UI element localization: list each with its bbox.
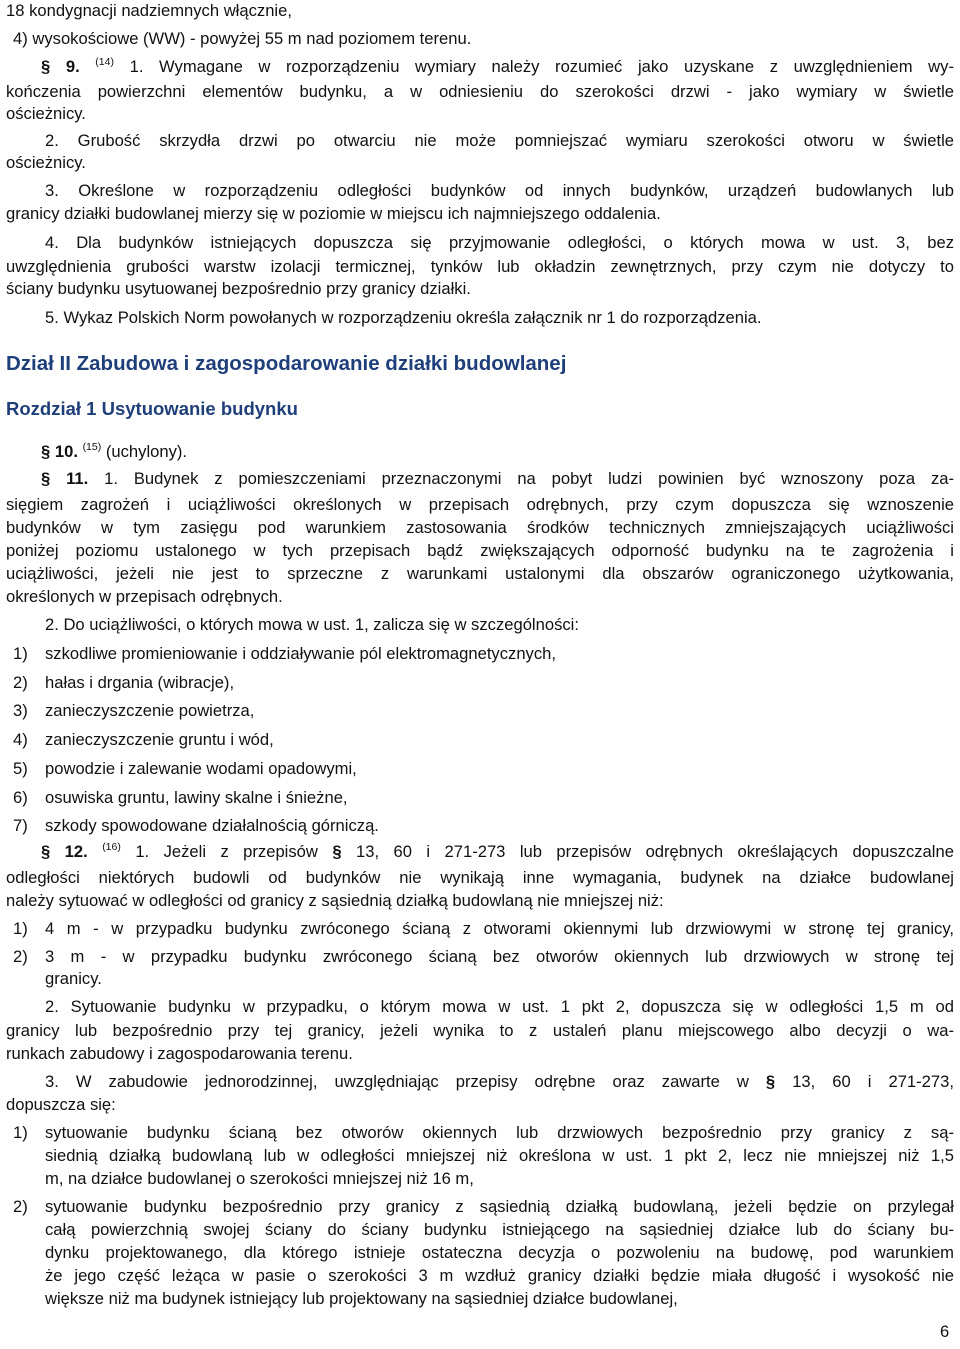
text-line: granicy.: [45, 969, 102, 988]
text-line: 2. Grubość skrzydła drzwi po otwarciu nie może pomniejszać wymiaru szerokości otworu w świetle: [45, 131, 954, 150]
list-number: 1): [13, 919, 28, 938]
section-mark: §: [41, 469, 51, 488]
list-number: 2): [13, 947, 28, 966]
list-text: szkodliwe promieniowanie i oddziaływanie pól elektromagnetycznych,: [45, 644, 556, 663]
paragraph-10: [41, 441, 960, 463]
paragraph-11-1: [41, 468, 954, 490]
paragraph-12-1: [41, 841, 954, 863]
page-number: 6: [940, 1322, 950, 1341]
text-line: należy sytuować w odległości od granicy z sąsiednią działką budowlaną nie mniejszej niż:: [6, 891, 664, 910]
list-text: że jego część leżąca w pasie o szerokości 3 m wzdłuż granicy działki będzie miała długość i wysokość nie: [45, 1266, 954, 1285]
list-number: 7): [13, 816, 28, 835]
list-text: sytuowanie budynku bezpośrednio przy granicy z sąsiednią działką budowlaną, jeżeli będzie on przylegał: [45, 1197, 954, 1216]
text-line: uciążliwości, jeżeli nie jest to sprzeczne z warunkami ustalonymi dla obszarów ograniczonego użytkowania,: [6, 564, 954, 583]
text-line: ościeżnicy.: [6, 104, 86, 123]
heading-rozdzial: Rozdział 1 Usytuowanie budynku: [6, 398, 298, 419]
list-number: 2): [13, 1197, 28, 1216]
heading-dzial: Dział II Zabudowa i zagospodarowanie działki budowlanej: [6, 352, 567, 375]
list-number: 1): [13, 644, 28, 663]
text-line: 18 kondygnacji nadziemnych włącznie,: [6, 1, 292, 20]
footnote-ref: (14): [95, 56, 114, 68]
list-text: sytuowanie budynku ścianą bez otworów okiennych lub drzwiowych bezpośrednio przy granicy z są-: [45, 1123, 954, 1142]
text-line: 5. Wykaz Polskich Norm powołanych w rozporządzeniu określa załącznik nr 1 do rozporządzenia.: [45, 308, 762, 327]
section-number: 11.: [66, 469, 89, 488]
text-line: 1. Jeżeli z przepisów: [135, 842, 318, 861]
text-line: określonych w przepisach odrębnych.: [6, 587, 283, 606]
text-line: (uchylony).: [105, 442, 188, 461]
list-text: powodzie i zalewanie wodami opadowymi,: [45, 759, 357, 778]
list-text: 3 m - w przypadku budynku zwróconego ścianą bez otworów okiennych lub drzwiowych w stronę tej: [45, 947, 954, 966]
section-mark: §: [41, 57, 51, 76]
text-line: 1. Budynek z pomieszczeniami przeznaczonymi na pobyt ludzi powinien być wznoszony poza za-: [104, 469, 954, 488]
list-number: 5): [13, 759, 28, 778]
text-line: runkach zabudowy i zagospodarowania terenu.: [6, 1044, 353, 1063]
text-line: ściany budynku usytuowanej bezpośrednio przy granicy działki.: [6, 279, 471, 298]
list-number: 1): [13, 1123, 28, 1142]
list-text: siednią działką budowlaną lub w odległości mniejszej niż określona w ust. 1 pkt 2, lecz nie mniejszej niż 1,5: [45, 1146, 954, 1165]
list-text: zanieczyszczenie powietrza,: [45, 701, 255, 720]
text-line: 3. Określone w rozporządzeniu odległości budynków od innych budynków, urządzeń budowlanych lub: [45, 181, 954, 200]
text-line: kończenia powierzchni elementów budynku, a w odniesieniu do szerokości drzwi - jako wymiary w świetle: [6, 82, 954, 101]
text-line: 2. Sytuowanie budynku w przypadku, o którym mowa w ust. 1 pkt 2, dopuszcza się w odległości 1,5 m od: [45, 997, 954, 1016]
text-line: 13, 60 i 271-273 lub przepisów odrębnych określających dopuszczalne: [356, 842, 954, 861]
list-text: szkody spowodowane działalnością górniczą.: [45, 816, 379, 835]
list-text: większe niż ma budynek istniejący lub projektowany na sąsiedniej działce budowlanej,: [45, 1289, 678, 1308]
list-text: dynku projektowanego, dla którego istnieje ostateczna decyzja o pozwoleniu na budowę, pod warunkiem: [45, 1243, 954, 1262]
list-text: hałas i drgania (wibracje),: [45, 673, 235, 692]
text-line: odległości niektórych budowli od budynków nie wynikają inne wymagania, budynek na działce budowlanej: [6, 868, 954, 887]
list-text: całą powierzchnią swojej ściany do ściany budynku istniejącego na sąsiedniej działce lub do ściany bu-: [45, 1220, 954, 1239]
section-number: 12.: [64, 842, 88, 861]
text-line: dopuszcza się:: [6, 1095, 116, 1114]
text-line: budynków w tym zasięgu pod warunkiem zastosowania środków technicznych zmniejszających uciążliwości: [6, 518, 954, 537]
text-line: granicy lub bezpośrednio przy tej granicy, jeżeli wynika to z ustaleń planu miejscowego albo decyzji o wa-: [6, 1021, 954, 1040]
list-number: 3): [13, 701, 28, 720]
text-line: 4. Dla budynków istniejących dopuszcza się przyjmowanie odległości, o których mowa w ust. 3, bez: [45, 233, 954, 252]
list-number: 2): [13, 673, 28, 692]
text-line: poniżej poziomu ustalonego w tych przepisach bądź zwiększających odporność budynku na te zagrożenia i: [6, 541, 954, 560]
list-text: 4 m - w przypadku budynku zwróconego ścianą z otworami okiennymi lub drzwiowymi w stronę tej granicy,: [45, 919, 954, 938]
text-line: granicy działki budowlanej mierzy się w poziomie w miejscu ich najmniejszego oddalenia.: [6, 204, 661, 223]
footnote-ref: (16): [102, 841, 121, 853]
list-number: 6): [13, 788, 28, 807]
text-line: 3. W zabudowie jednorodzinnej, uwzględniając przepisy odrębne oraz zawarte w: [45, 1072, 749, 1091]
section-mark: §: [765, 1072, 776, 1091]
footnote-ref: (15): [82, 441, 102, 453]
paragraph-12-3: [45, 1071, 954, 1093]
text-line: sięgiem zagrożeń i uciążliwości określonych w przepisach odrębnych, przy czym dopuszcza się wznoszenie: [6, 495, 954, 514]
section-mark: §: [332, 842, 342, 861]
section-mark: §: [41, 442, 51, 461]
section-number: 10.: [54, 442, 78, 461]
list-text: osuwiska gruntu, lawiny skalne i śnieżne,: [45, 788, 348, 807]
list-text: zanieczyszczenie gruntu i wód,: [45, 730, 274, 749]
text-line: ościeżnicy.: [6, 153, 86, 172]
text-line: 2. Do uciążliwości, o których mowa w ust. 1, zalicza się w szczególności:: [45, 615, 579, 634]
list-text: m, na działce budowlanej o szerokości mniejszej niż 16 m,: [45, 1169, 474, 1188]
text-line: 13, 60 i 271-273,: [792, 1072, 954, 1091]
paragraph-9-1: [41, 56, 954, 78]
text-line: uwzględnienia grubości warstw izolacji termicznej, tynków lub okładzin zewnętrznych, przy czym nie dotyczy to: [6, 257, 954, 276]
section-mark: §: [41, 842, 51, 861]
list-number: 4): [13, 730, 28, 749]
text-line: 1. Wymagane w rozporządzeniu wymiary należy rozumieć jako uzyskane z uwzględnieniem wy-: [129, 57, 954, 76]
text-line: 4) wysokościowe (WW) - powyżej 55 m nad poziomem terenu.: [13, 29, 472, 48]
section-number: 9.: [65, 57, 80, 76]
